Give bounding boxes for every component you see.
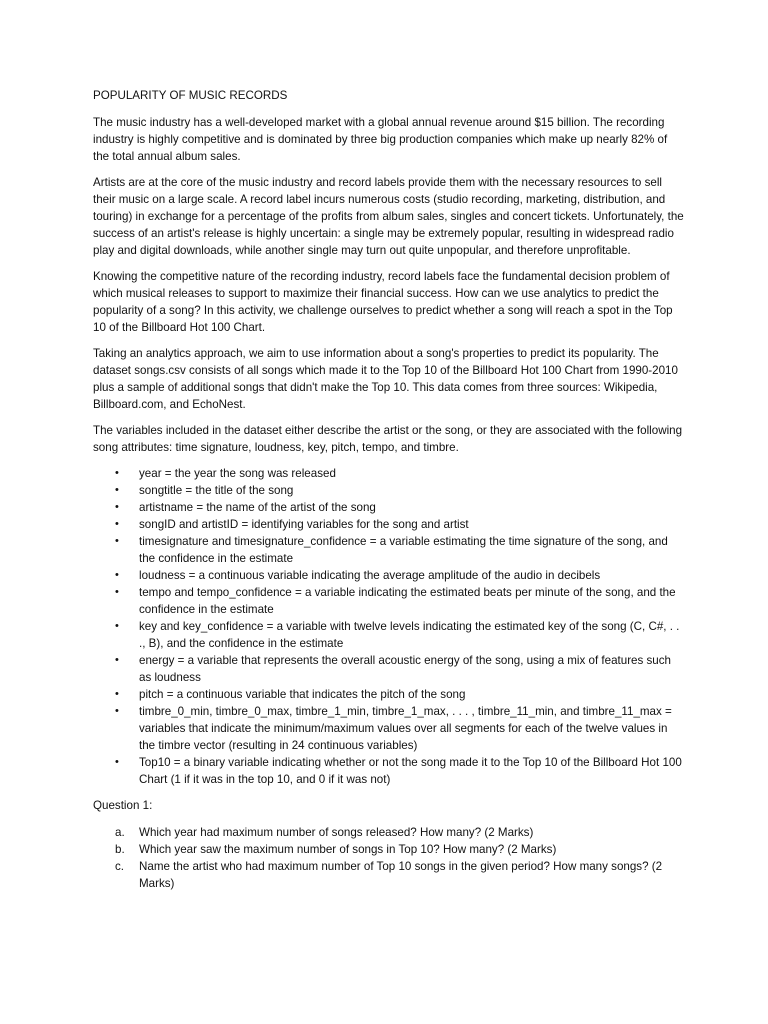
list-item — [93, 652, 685, 686]
paragraph-intro: The music industry has a well-developed market with a global annual revenue around $15 billion. The recording industry is highly competitive and is dominated by three big production companies which make up nearly 82% of the total annual album sales. — [93, 116, 668, 163]
list-item-text: key and key_confidence = a variable with twelve levels indicating the estimated key of the song (C, C#, . . ., B), and the confidence in the estimate — [139, 620, 680, 650]
list-item — [93, 482, 685, 499]
subquestion-marker: c. — [115, 860, 125, 873]
subquestion-text: Name the artist who had maximum number of Top 10 songs in the given period? How many songs? (2 Marks) — [139, 860, 663, 890]
subquestion-marker: a. — [115, 826, 125, 839]
list-item — [93, 584, 685, 618]
bullet-icon: • — [115, 586, 119, 598]
list-item-text: loudness = a continuous variable indicating the average amplitude of the audio in decibels — [139, 569, 601, 582]
subquestions-list — [93, 824, 685, 892]
bullet-icon: • — [115, 688, 119, 700]
bullet-icon: • — [115, 654, 119, 666]
bullet-icon: • — [115, 620, 119, 632]
bullet-icon: • — [115, 518, 119, 530]
subquestion-item — [93, 824, 685, 841]
list-item — [93, 533, 685, 567]
list-item — [93, 499, 685, 516]
list-item — [93, 618, 685, 652]
subquestion-item — [93, 858, 685, 892]
subquestion-text: Which year had maximum number of songs released? How many? (2 Marks) — [139, 826, 534, 839]
question-heading: Question 1: — [93, 799, 153, 812]
list-item-text: timesignature and timesignature_confidence = a variable estimating the time signature of the song, and the confidence in the estimate — [139, 535, 668, 565]
bullet-icon: • — [115, 467, 119, 479]
list-item-text: year = the year the song was released — [139, 467, 336, 480]
document-title: POPULARITY OF MUSIC RECORDS — [93, 89, 288, 102]
list-item-text: Top10 = a binary variable indicating whether or not the song made it to the Top 10 of the Billboard Hot 100 Chart (1 if it was in the top 10, and 0 if it was not) — [139, 756, 682, 786]
list-item — [93, 567, 685, 584]
list-item-text: songID and artistID = identifying variables for the song and artist — [139, 518, 469, 531]
subquestion-text: Which year saw the maximum number of songs in Top 10? How many? (2 Marks) — [139, 843, 557, 856]
bullet-icon: • — [115, 569, 119, 581]
paragraph-artists: Artists are at the core of the music industry and record labels provide them with the necessary resources to sell their music on a large scale. A record label incurs numerous costs (studio recording, marketing, distribution, and touring) in exchange for a percentage of the profits from album sales, singles and concert tickets. Unfortunately, the success of an artist's release is highly uncertain: a single may be extremely popular, resulting in widespread radio play and digital downloads, while another single may turn out quite unpopular, and therefore unprofitable. — [93, 176, 684, 257]
paragraph-competition: Knowing the competitive nature of the recording industry, record labels face the fundamental decision problem of which musical releases to support to maximize their financial success. How can we use analytics to predict the popularity of a song? In this activity, we challenge ourselves to predict whether a song will reach a spot in the Top 10 of the Billboard Hot 100 Chart. — [93, 270, 673, 334]
list-item — [93, 703, 685, 754]
list-item-text: artistname = the name of the artist of the song — [139, 501, 376, 514]
list-item-text: pitch = a continuous variable that indicates the pitch of the song — [139, 688, 466, 701]
list-item-text: energy = a variable that represents the overall acoustic energy of the song, using a mix of features such as loudness — [139, 654, 672, 684]
list-item-text: tempo and tempo_confidence = a variable indicating the estimated beats per minute of the song, and the confidence in the estimate — [139, 586, 676, 616]
paragraph-variables-intro: The variables included in the dataset either describe the artist or the song, or they are associated with the following song attributes: time signature, loudness, key, pitch, tempo, and timbre. — [93, 424, 683, 454]
list-item — [93, 686, 685, 703]
bullet-icon: • — [115, 484, 119, 496]
bullet-icon: • — [115, 705, 119, 717]
bullet-icon: • — [115, 535, 119, 547]
list-item — [93, 465, 685, 482]
list-item — [93, 516, 685, 533]
subquestion-item — [93, 841, 685, 858]
bullet-icon: • — [115, 501, 119, 513]
bullet-icon: • — [115, 756, 119, 768]
subquestion-marker: b. — [115, 843, 125, 856]
list-item-text: timbre_0_min, timbre_0_max, timbre_1_min, timbre_1_max, . . . , timbre_11_min, and timbre_11_max = variables that indicate the minimum/maximum values over all segments for each of the twelve values in the timbre vector (resulting in 24 continuous variables) — [139, 705, 672, 752]
list-item-text: songtitle = the title of the song — [139, 484, 294, 497]
paragraph-approach: Taking an analytics approach, we aim to use information about a song's properties to predict its popularity. The dataset songs.csv consists of all songs which made it to the Top 10 of the Billboard Hot 100 Chart from 1990-2010 plus a sample of additional songs that didn't make the Top 10. This data comes from three sources: Wikipedia, Billboard.com, and EchoNest. — [93, 347, 678, 411]
list-item — [93, 754, 685, 788]
document-content — [93, 87, 685, 892]
variables-list — [93, 465, 685, 788]
